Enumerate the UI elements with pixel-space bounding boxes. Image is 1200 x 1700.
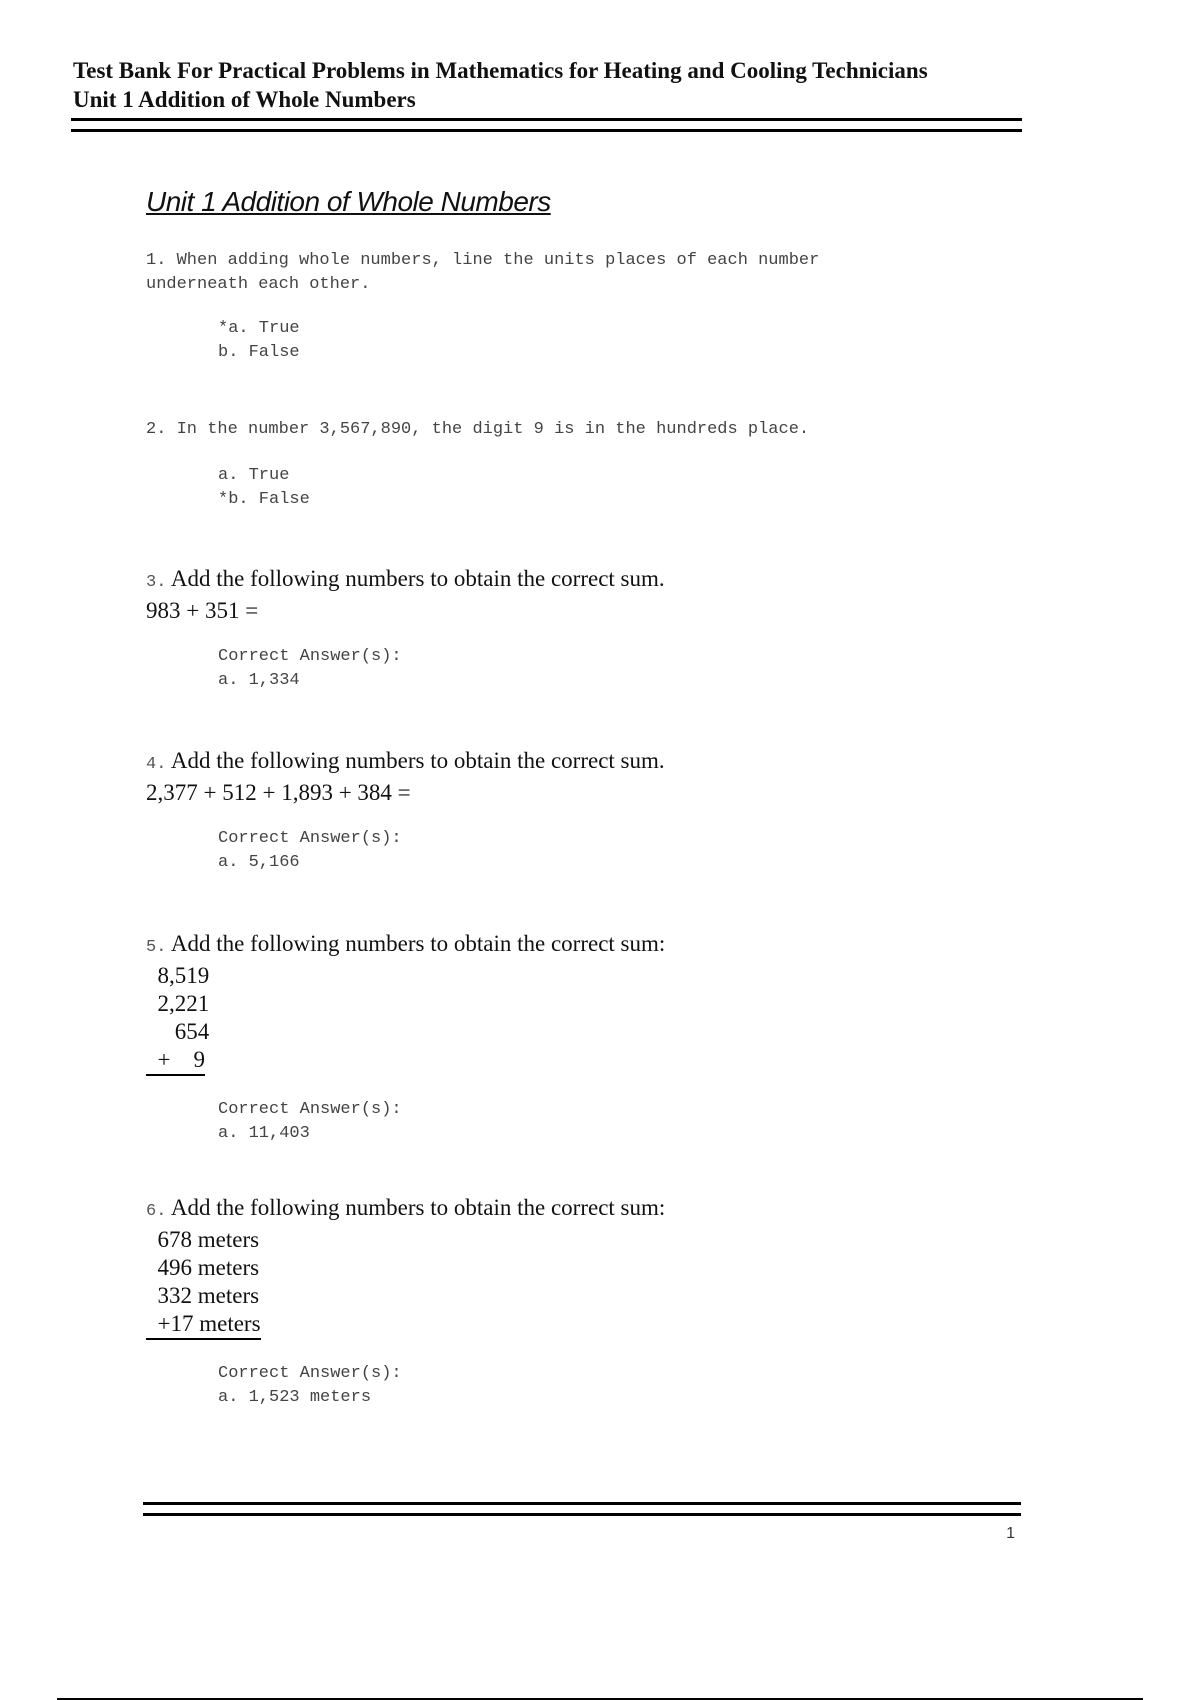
question-5-addends (146, 962, 1026, 1076)
question-6-addend-4: +17 meters (146, 1310, 261, 1340)
header-book-title: Test Bank For Practical Problems in Mathematics for Heating and Cooling Technicians (73, 58, 928, 83)
question-4-number: 4. (146, 755, 167, 774)
question-6-addend-1: 678 meters (146, 1227, 260, 1252)
question-5-addend-3: 654 (146, 1019, 210, 1044)
question-5-answer: a. 11,403 (218, 1124, 310, 1143)
header-double-rule (71, 118, 1022, 132)
question-6-answer-label: Correct Answer(s): (218, 1364, 402, 1383)
question-1-text-line1: 1. When adding whole numbers, line the units places of each number (146, 251, 820, 270)
question-2 (146, 418, 1026, 512)
question-5 (146, 930, 1026, 1146)
question-1 (146, 249, 1026, 365)
question-3-prompt-text: Add the following numbers to obtain the correct sum. (170, 566, 665, 591)
question-4-prompt (146, 747, 1026, 779)
question-4-answer-block (218, 827, 1026, 875)
question-6-answer: a. 1,523 meters (218, 1388, 372, 1407)
question-4-expression: 2,377 + 512 + 1,893 + 384 = (146, 780, 411, 805)
question-5-prompt (146, 930, 1026, 962)
page-number: 1 (1006, 1525, 1015, 1542)
question-1-options (218, 317, 1026, 365)
question-2-options (218, 464, 1026, 512)
question-1-text-line2: underneath each other. (146, 275, 371, 294)
question-1-option-a: *a. True (218, 319, 300, 338)
question-3-prompt (146, 565, 1026, 597)
question-5-prompt-text: Add the following numbers to obtain the correct sum: (170, 931, 666, 956)
question-6-addend-3: 332 meters (146, 1283, 260, 1308)
header-unit-title: Unit 1 Addition of Whole Numbers (73, 87, 416, 112)
question-6-prompt-text: Add the following numbers to obtain the correct sum: (170, 1195, 666, 1220)
question-6 (146, 1194, 1026, 1410)
question-3-answer-label: Correct Answer(s): (218, 647, 402, 666)
question-1-option-b: b. False (218, 343, 300, 362)
footer-double-rule (143, 1502, 1021, 1516)
question-4-answer-label: Correct Answer(s): (218, 829, 402, 848)
question-3 (146, 565, 1026, 693)
unit-title: Unit 1 Addition of Whole Numbers (146, 186, 551, 217)
question-6-number: 6. (146, 1202, 167, 1221)
question-5-addend-1: 8,519 (146, 963, 210, 988)
question-6-addends (146, 1226, 1026, 1340)
question-5-addend-4: + 9 (146, 1046, 205, 1076)
running-header (73, 56, 1023, 114)
question-5-answer-block (218, 1098, 1026, 1146)
question-5-addend-2: 2,221 (146, 991, 210, 1016)
question-3-expression: 983 + 351 = (146, 598, 259, 623)
question-4-prompt-text: Add the following numbers to obtain the correct sum. (170, 748, 665, 773)
question-3-answer: a. 1,334 (218, 671, 300, 690)
question-5-number: 5. (146, 938, 167, 957)
question-6-answer-block (218, 1362, 1026, 1410)
question-6-addend-2: 496 meters (146, 1255, 260, 1280)
question-4 (146, 747, 1026, 875)
question-2-option-b: *b. False (218, 490, 310, 509)
question-2-text: 2. In the number 3,567,890, the digit 9 is in the hundreds place. (146, 420, 810, 439)
question-6-prompt (146, 1194, 1026, 1226)
question-2-option-a: a. True (218, 466, 290, 485)
question-4-answer: a. 5,166 (218, 853, 300, 872)
question-5-answer-label: Correct Answer(s): (218, 1100, 402, 1119)
question-3-number: 3. (146, 573, 167, 592)
question-3-answer-block (218, 645, 1026, 693)
